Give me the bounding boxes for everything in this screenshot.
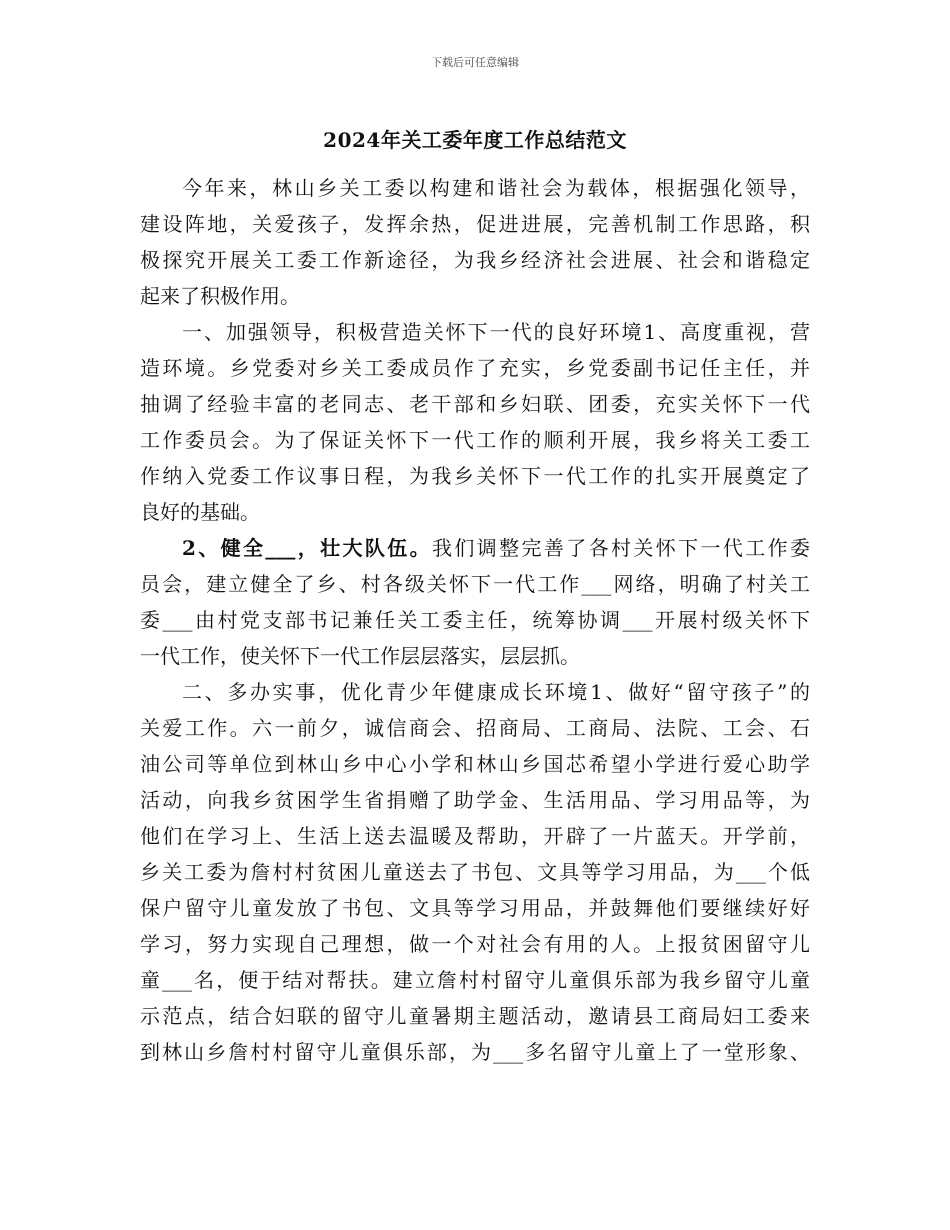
line-text: 起来了积极作用。 [140, 284, 300, 308]
text-line [140, 710, 810, 746]
line-text: 一代工作，使关怀下一代工作层层落实，层层抓。 [140, 644, 580, 668]
text-line [140, 242, 810, 278]
line-text: 保户留守儿童发放了书包、文具等学习用品，并鼓舞他们要继续好好 [140, 896, 810, 920]
document-body [140, 170, 810, 1070]
text-line [140, 278, 810, 314]
text-line [140, 926, 810, 962]
text-line [140, 638, 810, 674]
text-line [140, 314, 810, 350]
line-text: 委___由村党支部书记兼任关工委主任，统筹协调___开展村级关怀下 [140, 608, 810, 632]
text-line [140, 962, 810, 998]
line-text: 示范点，结合妇联的留守儿童暑期主题活动，邀请县工商局妇工委来 [140, 1004, 810, 1028]
line-text: 建设阵地，关爱孩子，发挥余热，促进进展，完善机制工作思路，积 [140, 212, 810, 236]
line-text: 造环境。乡党委对乡关工委成员作了充实，乡党委副书记任主任，并 [140, 356, 810, 380]
text-line [140, 854, 810, 890]
text-line [140, 530, 810, 566]
line-text: 抽调了经验丰富的老同志、老干部和乡妇联、团委，充实关怀下一代 [140, 392, 810, 416]
line-text: 乡关工委为詹村村贫困儿童送去了书包、文具等学习用品，为___个低 [140, 860, 810, 884]
text-line [140, 782, 810, 818]
line-text: 关爱工作。六一前夕，诚信商会、招商局、工商局、法院、工会、石 [140, 716, 810, 740]
document-title: 2024年关工委年度工作总结范文 [323, 128, 627, 152]
line-text: 今年来，林山乡关工委以构建和谐社会为载体，根据强化领导， [182, 176, 810, 200]
text-line [140, 1034, 810, 1070]
line-text: 童___名，便于结对帮扶。建立詹村村留守儿童俱乐部为我乡留守儿童 [140, 968, 810, 992]
text-line [140, 170, 810, 206]
text-line [140, 818, 810, 854]
text-line [140, 386, 810, 422]
text-line [140, 674, 810, 710]
text-line [140, 458, 810, 494]
text-line [140, 350, 810, 386]
line-text: 作纳入党委工作议事日程，为我乡关怀下一代工作的扎实开展奠定了 [140, 464, 810, 488]
text-line [140, 602, 810, 638]
text-line [140, 422, 810, 458]
line-text: 到林山乡詹村村留守儿童俱乐部，为___多名留守儿童上了一堂形象、 [140, 1040, 810, 1064]
line-text: 活动，向我乡贫困学生省捐赠了助学金、生活用品、学习用品等，为 [140, 788, 810, 812]
text-line [140, 494, 810, 530]
line-text: 良好的基础。 [140, 500, 260, 524]
text-line [140, 746, 810, 782]
line-text: 极探究开展关工委工作新途径，为我乡经济社会进展、社会和谐稳定 [140, 248, 810, 272]
line-text: 二、多办实事，优化青少年健康成长环境1、做好“留守孩子”的 [182, 680, 810, 704]
text-line [140, 890, 810, 926]
line-text: 油公司等单位到林山乡中心小学和林山乡国芯希望小学进行爱心助学 [140, 752, 810, 776]
line-text: 他们在学习上、生活上送去温暖及帮助，开辟了一片蓝天。开学前， [140, 824, 810, 848]
text-line [140, 206, 810, 242]
page-header: 下载后可任意编辑 [431, 56, 519, 69]
line-text: 我们调整完善了各村关怀下一代工作委 [432, 536, 810, 560]
text-line [140, 566, 810, 602]
line-text: 工作委员会。为了保证关怀下一代工作的顺利开展，我乡将关工委工 [140, 428, 810, 452]
bold-heading: 2、健全___，壮大队伍。 [182, 536, 433, 560]
line-text: 一、加强领导，积极营造关怀下一代的良好环境1、高度重视，营 [182, 320, 810, 344]
text-line [140, 998, 810, 1034]
line-text: 员会，建立健全了乡、村各级关怀下一代工作___网络，明确了村关工 [140, 572, 810, 596]
line-text: 学习，努力实现自己理想，做一个对社会有用的人。上报贫困留守儿 [140, 932, 810, 956]
